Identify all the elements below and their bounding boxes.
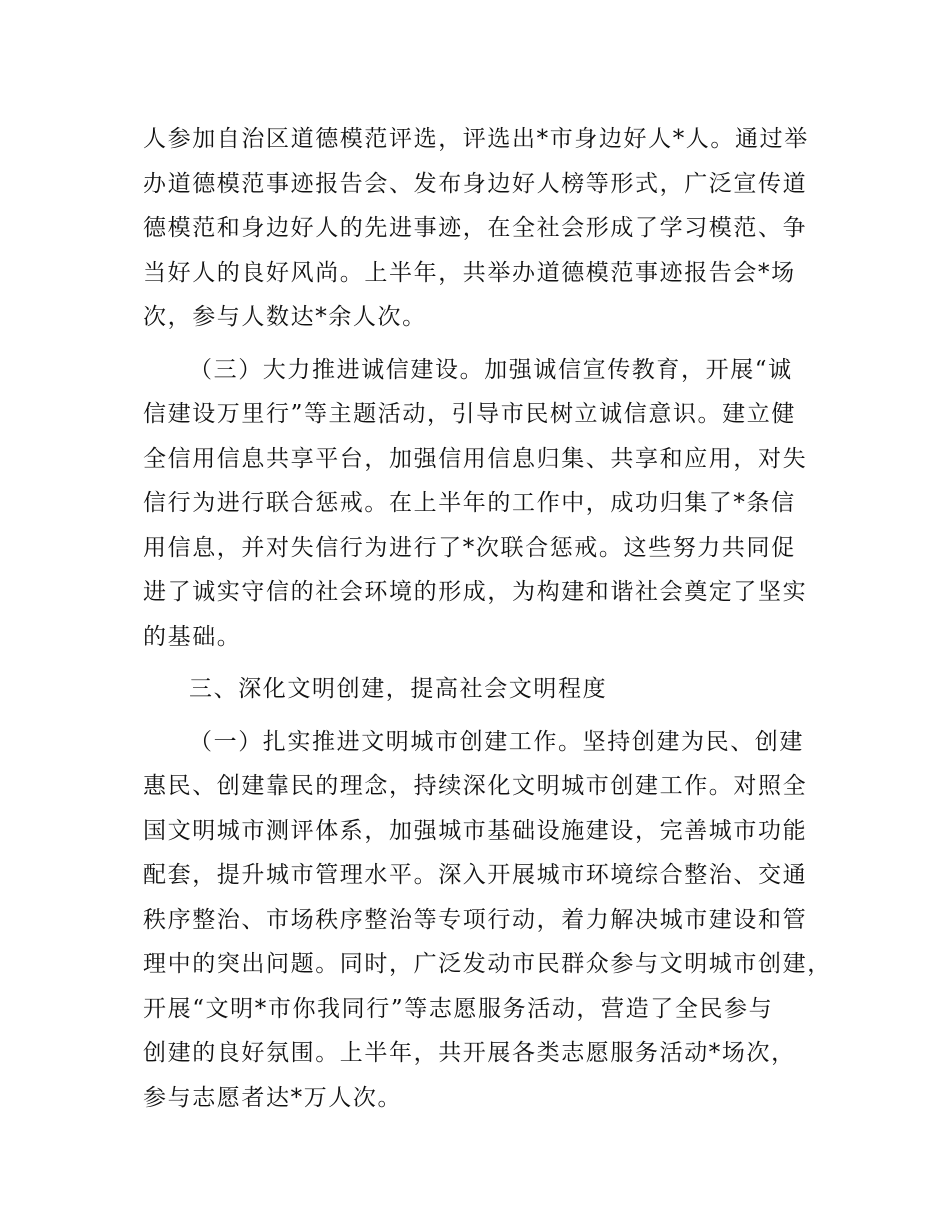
text-line: 惠民、创建靠民的理念，持续深化文明城市创建工作。对照全 [143,773,808,799]
text-line: 的基础。 [143,623,242,650]
section-heading-civilization [143,667,815,712]
text-line: 信行为进行联合惩戒。在上半年的工作中，成功归集了*条信 [143,490,796,516]
paragraph-integrity-construction [143,348,815,660]
text-line: （三）大力推进诚信建设。加强诚信宣传教育，开展“诚 [189,356,793,383]
text-line: 理中的突出问题。同时，广泛发动市民群众参与文明城市创建， [143,951,832,977]
section-heading: 三、深化文明创建，提高社会文明程度 [189,676,608,702]
text-line: 用信息，并对失信行为进行了*次联合惩戒。这些努力共同促 [143,534,796,561]
text-line: 人参加自治区道德模范评选，评选出*市身边好人*人。通过举 [143,126,809,152]
text-line: 次，参与人数达*余人次。 [143,304,427,330]
text-line: 德模范和身边好人的先进事迹，在全社会形成了学习模范、争 [143,215,808,241]
paragraph-moral-models-continued [143,117,815,340]
text-line: 当好人的良好风尚。上半年，共举办道德模范事迹报告会*场 [143,259,796,286]
paragraph-gap [143,659,815,667]
text-line: 开展“文明*市你我同行”等志愿服务活动，营造了全民参与 [143,995,774,1022]
text-line: 全信用信息共享平台，加强信用信息归集、共享和应用，对失 [143,445,808,472]
paragraph-gap [143,712,815,720]
paragraph-civilized-city [143,720,832,1121]
text-line: 参与志愿者达*万人次。 [143,1084,403,1111]
paragraph-gap [143,340,815,348]
document-body [143,117,832,1120]
text-line: （一）扎实推进文明城市创建工作。坚持创建为民、创建 [189,728,804,755]
text-line: 信建设万里行”等主题活动，引导市民树立诚信意识。建立健 [143,401,796,427]
text-line: 办道德模范事迹报告会、发布身边好人榜等形式，广泛宣传道 [143,170,808,197]
text-line: 国文明城市测评体系，加强城市基础设施建设，完善城市功能 [143,817,808,844]
text-line: 秩序整治、市场秩序整治等专项行动，着力解决城市建设和管 [143,906,808,933]
text-line: 进了诚实守信的社会环境的形成，为构建和谐社会奠定了坚实 [143,579,808,605]
text-line: 创建的良好氛围。上半年，共开展各类志愿服务活动*场次， [143,1040,796,1066]
text-line: 配套，提升城市管理水平。深入开展城市环境综合整治、交通 [143,862,808,888]
